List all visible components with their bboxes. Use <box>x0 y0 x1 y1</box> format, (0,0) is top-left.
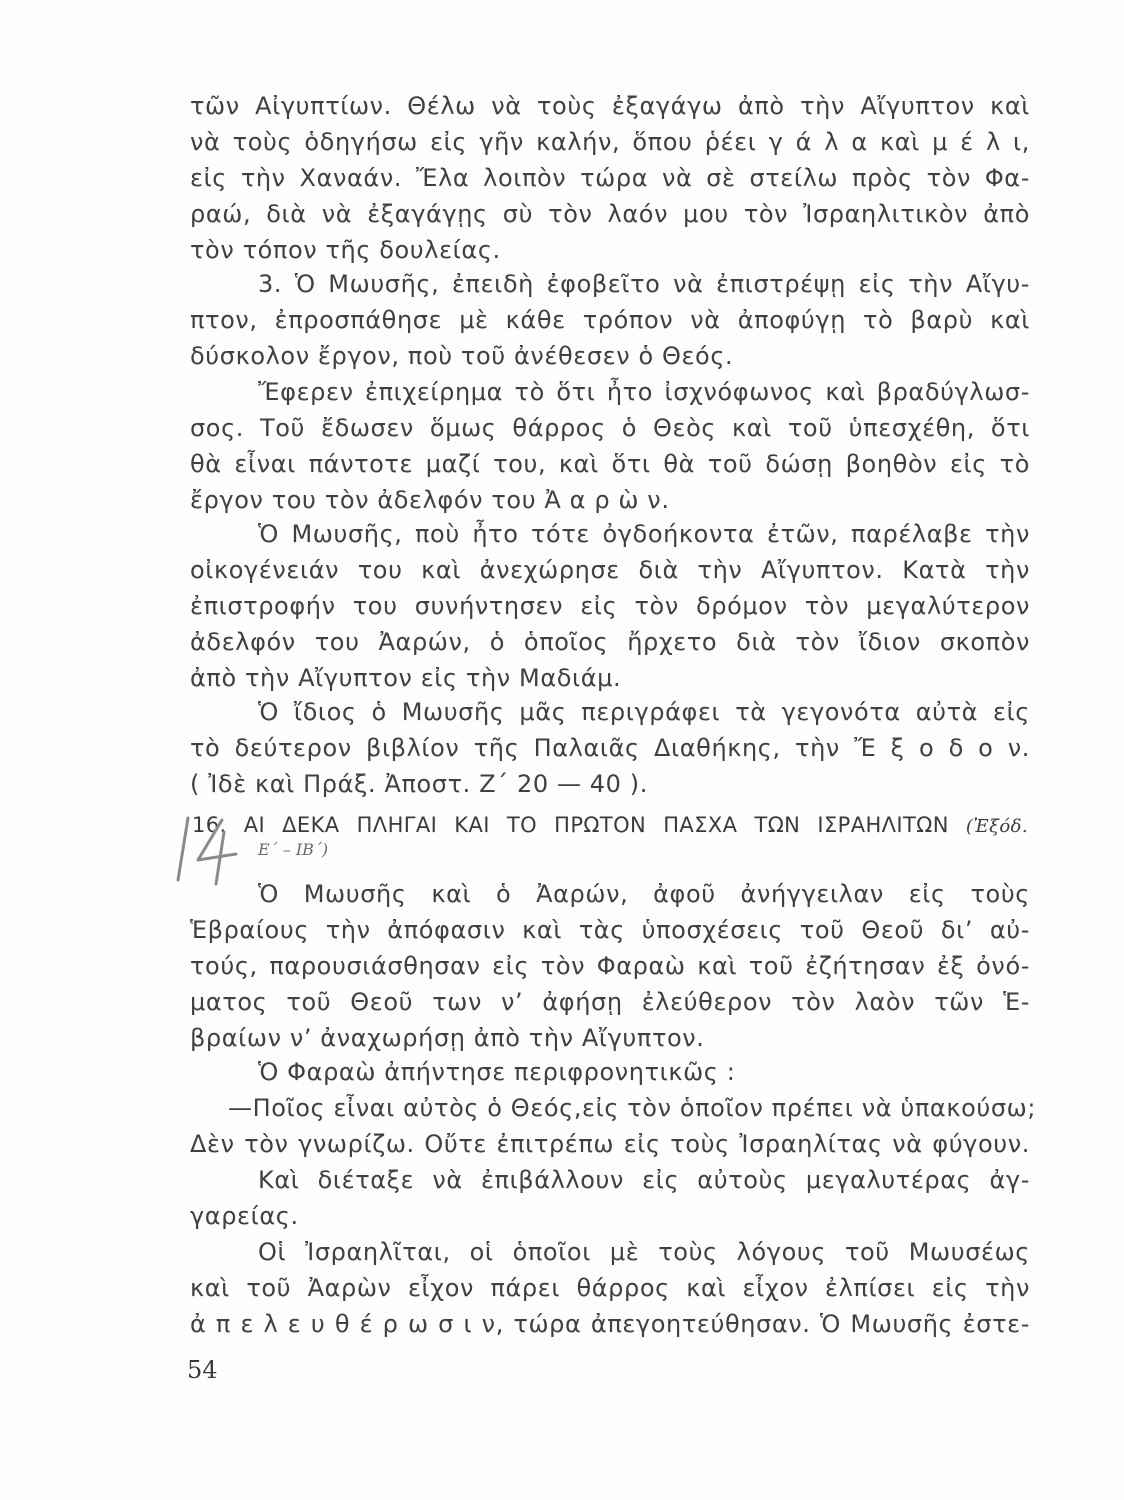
text-line: καὶ τοῦ Ἀαρὼν εἶχον πάρει θάρρος καὶ εἶχον ἐλπίσει εἰς τὴν <box>190 1274 1030 1302</box>
text-line: Ὁ ἴδιος ὁ Μωυσῆς μᾶς περιγράφει τὰ γεγονότα αὐτὰ εἰς <box>258 698 1030 726</box>
section-number: 16. <box>192 813 227 837</box>
text-line: ( Ἰδὲ καὶ Πράξ. Ἀποστ. Ζ΄ 20 — 40 ). <box>190 770 648 798</box>
text-line: Ὁ Μωυσῆς, ποὺ ἦτο τότε ὀγδοήκοντα ἐτῶν, παρέλαβε τὴν <box>258 520 1030 548</box>
text-line: εἰς τὴν Χαναάν. Ἔλα λοιπὸν τώρα νὰ σὲ στείλω πρὸς τὸν Φα- <box>190 164 1030 192</box>
text-line: νὰ τοὺς ὁδηγήσω εἰς γῆν καλήν, ὅπου ῥέει γ ά λ α καὶ μ έ λ ι, <box>190 128 1030 156</box>
text-line: τὸν τόπον τῆς δουλείας. <box>190 236 501 264</box>
text-line: 3. Ὁ Μωυσῆς, ἐπειδὴ ἐφοβεῖτο νὰ ἐπιστρέψῃ εἰς τὴν Αἴγυ- <box>258 270 1030 298</box>
text-line: ἀδελφόν του Ἀαρών, ὁ ὁποῖος ἤρχετο διὰ τὸν ἴδιον σκοπὸν <box>190 628 1030 656</box>
text-line: ἐπιστροφήν του συνήντησεν εἰς τὸν δρόμον τὸν μεγαλύτερον <box>190 592 1030 620</box>
section-reference: (Ἐξόδ. <box>965 816 1028 837</box>
text-line: οἰκογένειάν του καὶ ἀνεχώρησε διὰ τὴν Αἴγυπτον. Κατὰ τὴν <box>190 556 1030 584</box>
text-line: θὰ εἶναι πάντοτε μαζί του, καὶ ὅτι θὰ τοῦ δώσῃ βοηθὸν εἰς τὸ <box>190 450 1030 478</box>
text-line: τῶν Αἰγυπτίων. Θέλω νὰ τοὺς ἐξαγάγω ἀπὸ τὴν Αἴγυπτον καὶ <box>190 92 1030 120</box>
text-line: τὸ δεύτερον βιβλίον τῆς Παλαιᾶς Διαθήκης, τὴν Ἔ ξ ο δ ο ν. <box>190 734 1030 762</box>
text-line: ματος τοῦ Θεοῦ των ν’ ἀφήσῃ ἐλεύθερον τὸν λαὸν τῶν Ἑ- <box>190 988 1030 1016</box>
text-line: δύσκολον ἔργον, ποὺ τοῦ ἀνέθεσεν ὁ Θεός. <box>190 342 734 370</box>
text-line: σος. Τοῦ ἔδωσεν ὅμως θάρρος ὁ Θεὸς καὶ τοῦ ὑπεσχέθη, ὅτι <box>190 414 1030 442</box>
text-line: Καὶ διέταξε νὰ ἐπιβάλλουν εἰς αὐτοὺς μεγαλυτέρας ἀγ- <box>258 1166 1030 1194</box>
text-line: βραίων ν’ ἀναχωρήσῃ ἀπὸ τὴν Αἴγυπτον. <box>190 1024 705 1052</box>
text-line: ἔργον του τὸν ἀδελφόν του Ἀ α ρ ὼ ν. <box>190 486 670 514</box>
page-number: 54 <box>187 1356 218 1384</box>
text-line: Οἱ Ἰσραηλῖται, οἱ ὁποῖοι μὲ τοὺς λόγους τοῦ Μωυσέως <box>258 1238 1030 1266</box>
text-line: —Ποῖος εἶναι αὐτὸς ὁ Θεός,εἰς τὸν ὁποῖον πρέπει νὰ ὑπακούσω; <box>228 1094 1037 1122</box>
text-line: γαρείας. <box>190 1202 299 1230</box>
text-line: ἀπὸ τὴν Αἴγυπτον εἰς τὴν Μαδιάμ. <box>190 664 622 692</box>
text-line: Δὲν τὸν γνωρίζω. Οὔτε ἐπιτρέπω εἰς τοὺς Ἰσραηλίτας νὰ φύγουν. <box>190 1130 1030 1158</box>
section-title: ΑΙ ΔΕΚΑ ΠΛΗΓΑΙ ΚΑΙ ΤΟ ΠΡΩΤΟΝ ΠΑΣΧΑ ΤΩΝ ΙΣΡΑΗΛΙΤΩΝ <box>243 813 949 837</box>
text-line: τούς, παρουσιάσθησαν εἰς τὸν Φαραὼ καὶ τοῦ ἐζήτησαν ἐξ ὀνό- <box>190 952 1030 980</box>
text-line: Ὁ Φαραὼ ἀπήντησε περιφρονητικῶς : <box>258 1058 736 1086</box>
text-line: πτον, ἐπροσπάθησε μὲ κάθε τρόπον νὰ ἀποφύγῃ τὸ βαρὺ καὶ <box>190 306 1030 334</box>
section-reference-continued: Ε΄ – ΙΒ΄) <box>258 840 329 859</box>
text-line: ραώ, διὰ νὰ ἐξαγάγῃς σὺ τὸν λαόν μου τὸν Ἰσραηλιτικὸν ἀπὸ <box>190 200 1030 228</box>
text-line: Ἔφερεν ἐπιχείρημα τὸ ὅτι ἦτο ἰσχνόφωνος καὶ βραδύγλωσ- <box>258 378 1030 406</box>
text-line: ἀ π ε λ ε υ θ έ ρ ω σ ι ν, τώρα ἀπεγοητεύθησαν. Ὁ Μωυσῆς ἐστε- <box>190 1310 1030 1338</box>
text-line: Ὁ Μωυσῆς καὶ ὁ Ἀαρών, ἀφοῦ ἀνήγγειλαν εἰς τοὺς <box>258 880 1030 908</box>
text-line: Ἑβραίους τὴν ἀπόφασιν καὶ τὰς ὑποσχέσεις τοῦ Θεοῦ δι’ αὐ- <box>190 916 1030 944</box>
handwritten-margin-note <box>170 808 260 888</box>
